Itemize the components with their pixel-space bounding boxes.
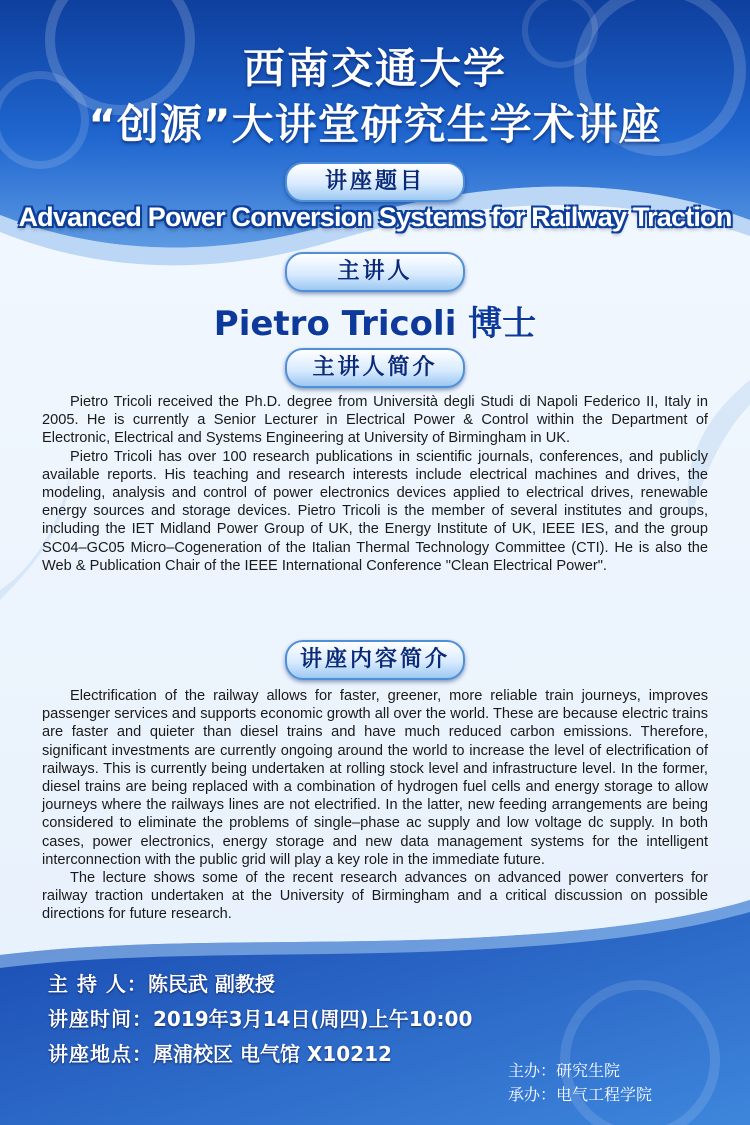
host-line xyxy=(48,968,275,997)
bio-paragraph-2: Pietro Tricoli has over 100 research publications in scientific journals, conferences, and publicly available reports. His teaching and research interests include electrical machines and drives, the modeling, analysis and control of power electronics devices applied to electrical drives, renewable energy sources and storage devices. Pietro Tricoli is the member of several institutes and groups, including the IET Midland Power Group of UK, the Energy Institute of UK, IEEE IES, and the group SC04–GC05 Micro–Cogeneration of the Italian Thermal Technology Committee (CTI). He is also the Web & Publication Chair of the IEEE International Conference "Clean Electrical Power". xyxy=(42,448,708,574)
time-line xyxy=(48,1003,472,1032)
series-title: “创源”大讲堂研究生学术讲座 xyxy=(88,100,662,149)
speaker-label-badge: 主讲人 xyxy=(285,252,465,292)
sponsor-text: 主办：研究生院 xyxy=(508,1061,621,1080)
place-line xyxy=(48,1038,392,1067)
lecture-paragraph-1: Electrification of the railway allows for faster, greener, more reliable train journeys, improves passenger services and supports economic growth all over the world. These are because electric trains are faster and quieter than diesel trains and have much reduced carbon emissions. Therefore, significant investments are currently ongoing around the world to increase the level of electrification of railways. This is currently being undertaken at rolling stock level and infrastructure level. In the former, diesel trains are being replaced with a combination of hydrogen fuel cells and energy storage to allow journeys where the railways lines are not electrified. In the latter, new feeding arrangements are being considered to eliminate the problems of single–phase ac supply and low voltage dc supply. In both cases, power electronics, energy storage and new data management systems for the intelligent interconnection with the public grid will play a key role in the immediate future. xyxy=(42,688,708,868)
lecture-paragraph-2: The lecture shows some of the recent research advances on advanced power converters for railway traction undertaken at the University of Birmingham and a critical discussion on possible directions for future research. xyxy=(42,870,708,923)
bio-paragraph-1: Pietro Tricoli received the Ph.D. degree from Università degli Studi di Napoli Federico II, Italy in 2005. He is currently a Senior Lecturer in Electrical Power & Control within the Department of Electronic, Electrical and Systems Engineering at University of Birmingham in UK. xyxy=(42,394,708,447)
bio-label-badge: 主讲人简介 xyxy=(285,348,465,388)
organizer-text: 承办：电气工程学院 xyxy=(508,1085,653,1104)
content-label-badge: 讲座内容简介 xyxy=(285,640,465,680)
lecture-summary xyxy=(42,687,708,924)
university-title: 西南交通大学 xyxy=(242,44,507,93)
place-label: 讲座地点： xyxy=(48,1042,153,1066)
speaker-name: Pietro Tricoli 博士 xyxy=(213,304,537,344)
talk-title: Advanced Power Conversion Systems for Railway Traction xyxy=(18,202,732,232)
host-value: 陈民武 副教授 xyxy=(147,972,275,996)
time-label: 讲座时间： xyxy=(48,1007,153,1031)
time-value: 2019年3月14日(周四)上午10:00 xyxy=(153,1007,473,1031)
host-label: 主 持 人： xyxy=(48,972,148,996)
topic-label-badge: 讲座题目 xyxy=(285,162,465,202)
place-value: 犀浦校区 电气馆 X10212 xyxy=(153,1042,392,1066)
speaker-bio xyxy=(42,393,708,575)
